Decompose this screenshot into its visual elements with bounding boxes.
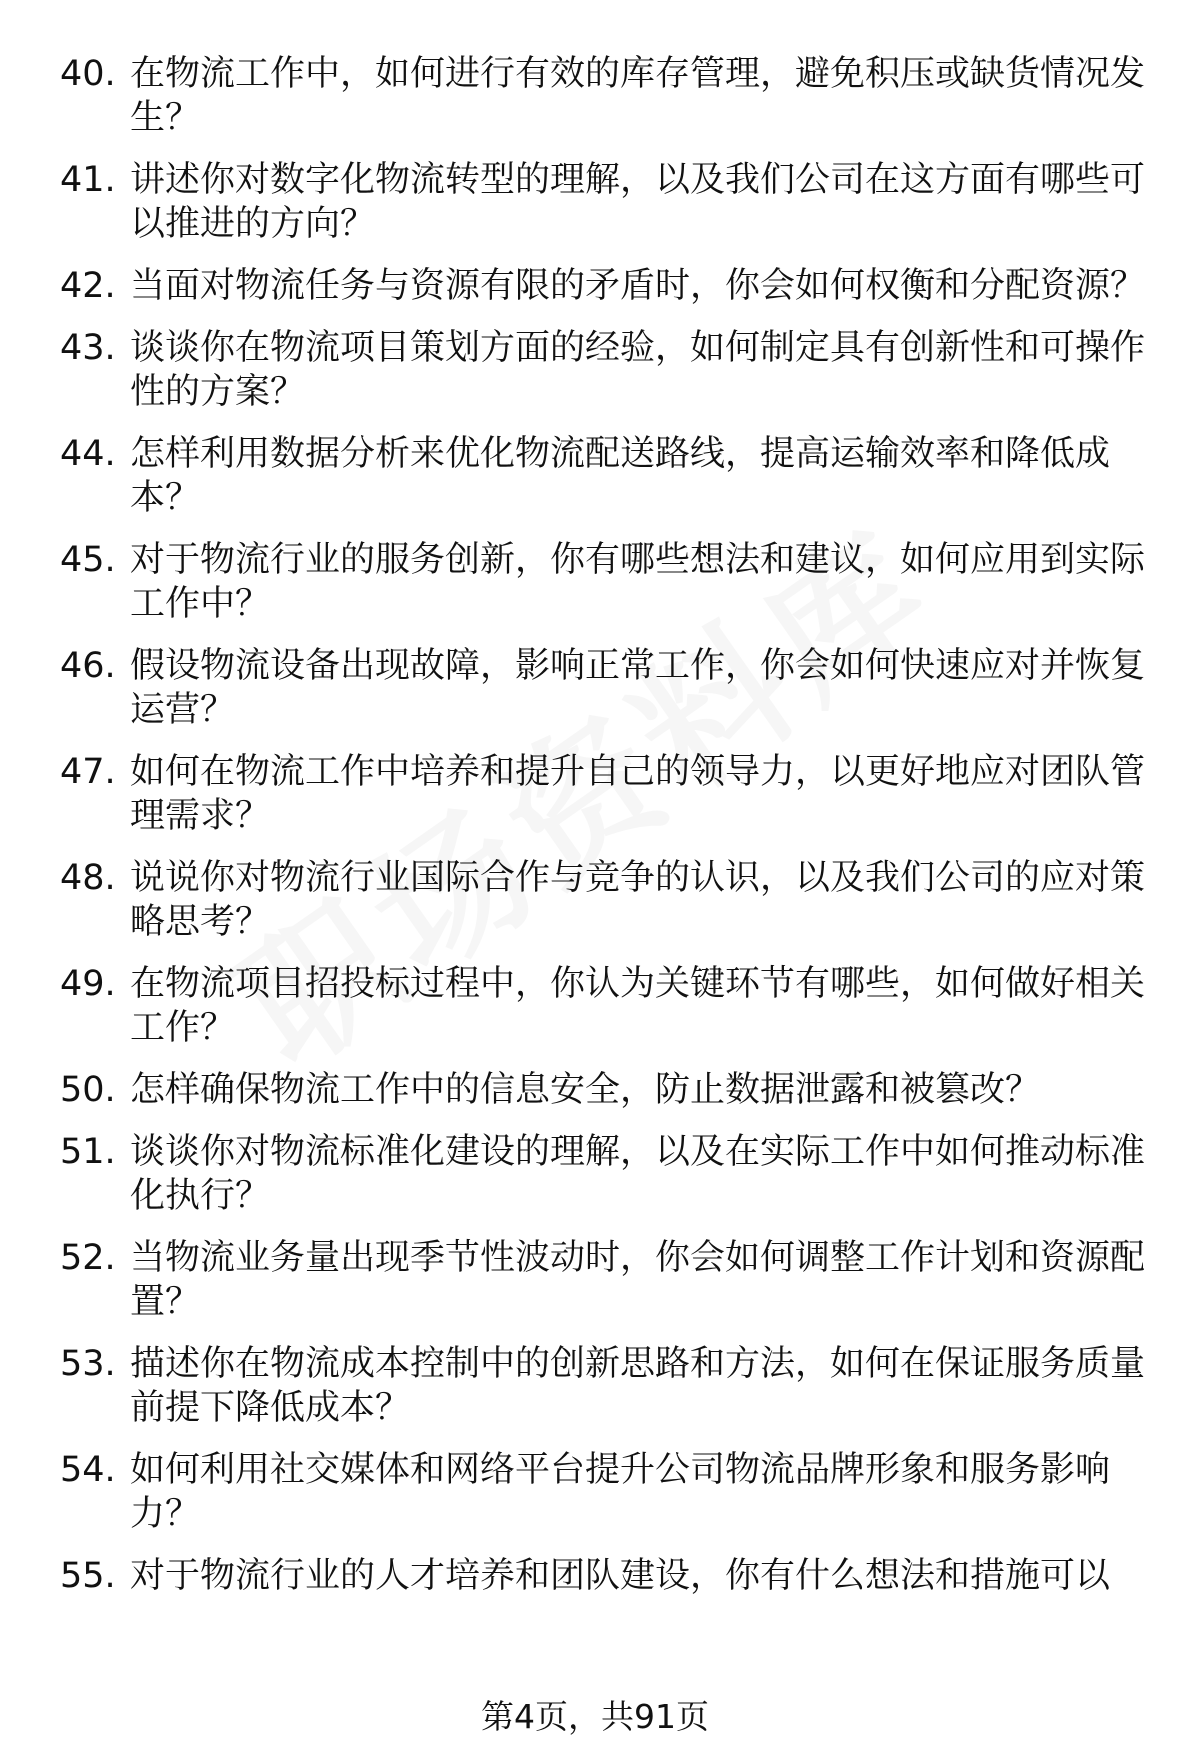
list-item: [60, 856, 1150, 944]
question-list: [60, 52, 1150, 1616]
question-text: 当物流业务量出现季节性波动时，你会如何调整工作计划和资源配置？: [130, 1238, 1146, 1322]
question-number: 43.: [60, 328, 116, 368]
question-number: 52.: [60, 1238, 116, 1278]
list-item: [60, 1236, 1150, 1324]
question-text: 怎样利用数据分析来优化物流配送路线，提高运输效率和降低成本？: [130, 434, 1111, 518]
question-text: 对于物流行业的服务创新，你有哪些想法和建议，如何应用到实际工作中？: [130, 540, 1146, 624]
question-text: 在物流工作中，如何进行有效的库存管理，避免积压或缺货情况发生？: [130, 54, 1146, 138]
question-text: 如何在物流工作中培养和提升自己的领导力，以更好地应对团队管理需求？: [130, 752, 1146, 836]
list-item: [60, 644, 1150, 732]
list-item: [60, 432, 1150, 520]
question-text: 对于物流行业的人才培养和团队建设，你有什么想法和措施可以: [130, 1556, 1111, 1596]
list-item: [60, 1068, 1150, 1112]
question-number: 50.: [60, 1070, 116, 1110]
list-item: [60, 1130, 1150, 1218]
question-text: 谈谈你在物流项目策划方面的经验，如何制定具有创新性和可操作性的方案？: [130, 328, 1146, 412]
question-text: 假设物流设备出现故障，影响正常工作，你会如何快速应对并恢复运营？: [130, 646, 1146, 730]
question-text: 谈谈你对物流标准化建设的理解，以及在实际工作中如何推动标准化执行？: [130, 1132, 1146, 1216]
question-text: 怎样确保物流工作中的信息安全，防止数据泄露和被篡改？: [130, 1070, 1041, 1110]
question-number: 48.: [60, 858, 116, 898]
question-text: 在物流项目招投标过程中，你认为关键环节有哪些，如何做好相关工作？: [130, 964, 1146, 1048]
question-number: 40.: [60, 54, 116, 94]
list-item: [60, 1554, 1150, 1598]
list-item: [60, 158, 1150, 246]
question-number: 51.: [60, 1132, 116, 1172]
question-number: 47.: [60, 752, 116, 792]
question-number: 53.: [60, 1344, 116, 1384]
question-text: 说说你对物流行业国际合作与竞争的认识，以及我们公司的应对策略思考？: [130, 858, 1146, 942]
list-item: [60, 1448, 1150, 1536]
question-number: 41.: [60, 160, 116, 200]
page-number-footer: 第4页，共91页: [481, 1697, 709, 1736]
list-item: [60, 538, 1150, 626]
question-number: 46.: [60, 646, 116, 686]
question-text: 讲述你对数字化物流转型的理解，以及我们公司在这方面有哪些可以推进的方向？: [130, 160, 1146, 244]
question-number: 44.: [60, 434, 116, 474]
question-text: 如何利用社交媒体和网络平台提升公司物流品牌形象和服务影响力？: [130, 1450, 1111, 1534]
question-number: 55.: [60, 1556, 116, 1596]
question-text: 描述你在物流成本控制中的创新思路和方法，如何在保证服务质量前提下降低成本？: [130, 1344, 1146, 1428]
question-number: 45.: [60, 540, 116, 580]
question-number: 49.: [60, 964, 116, 1004]
list-item: [60, 326, 1150, 414]
question-text: 当面对物流任务与资源有限的矛盾时，你会如何权衡和分配资源？: [130, 266, 1146, 306]
list-item: [60, 1342, 1150, 1430]
list-item: [60, 52, 1150, 140]
question-number: 42.: [60, 266, 116, 306]
question-number: 54.: [60, 1450, 116, 1490]
list-item: [60, 962, 1150, 1050]
list-item: [60, 750, 1150, 838]
list-item: [60, 264, 1150, 308]
